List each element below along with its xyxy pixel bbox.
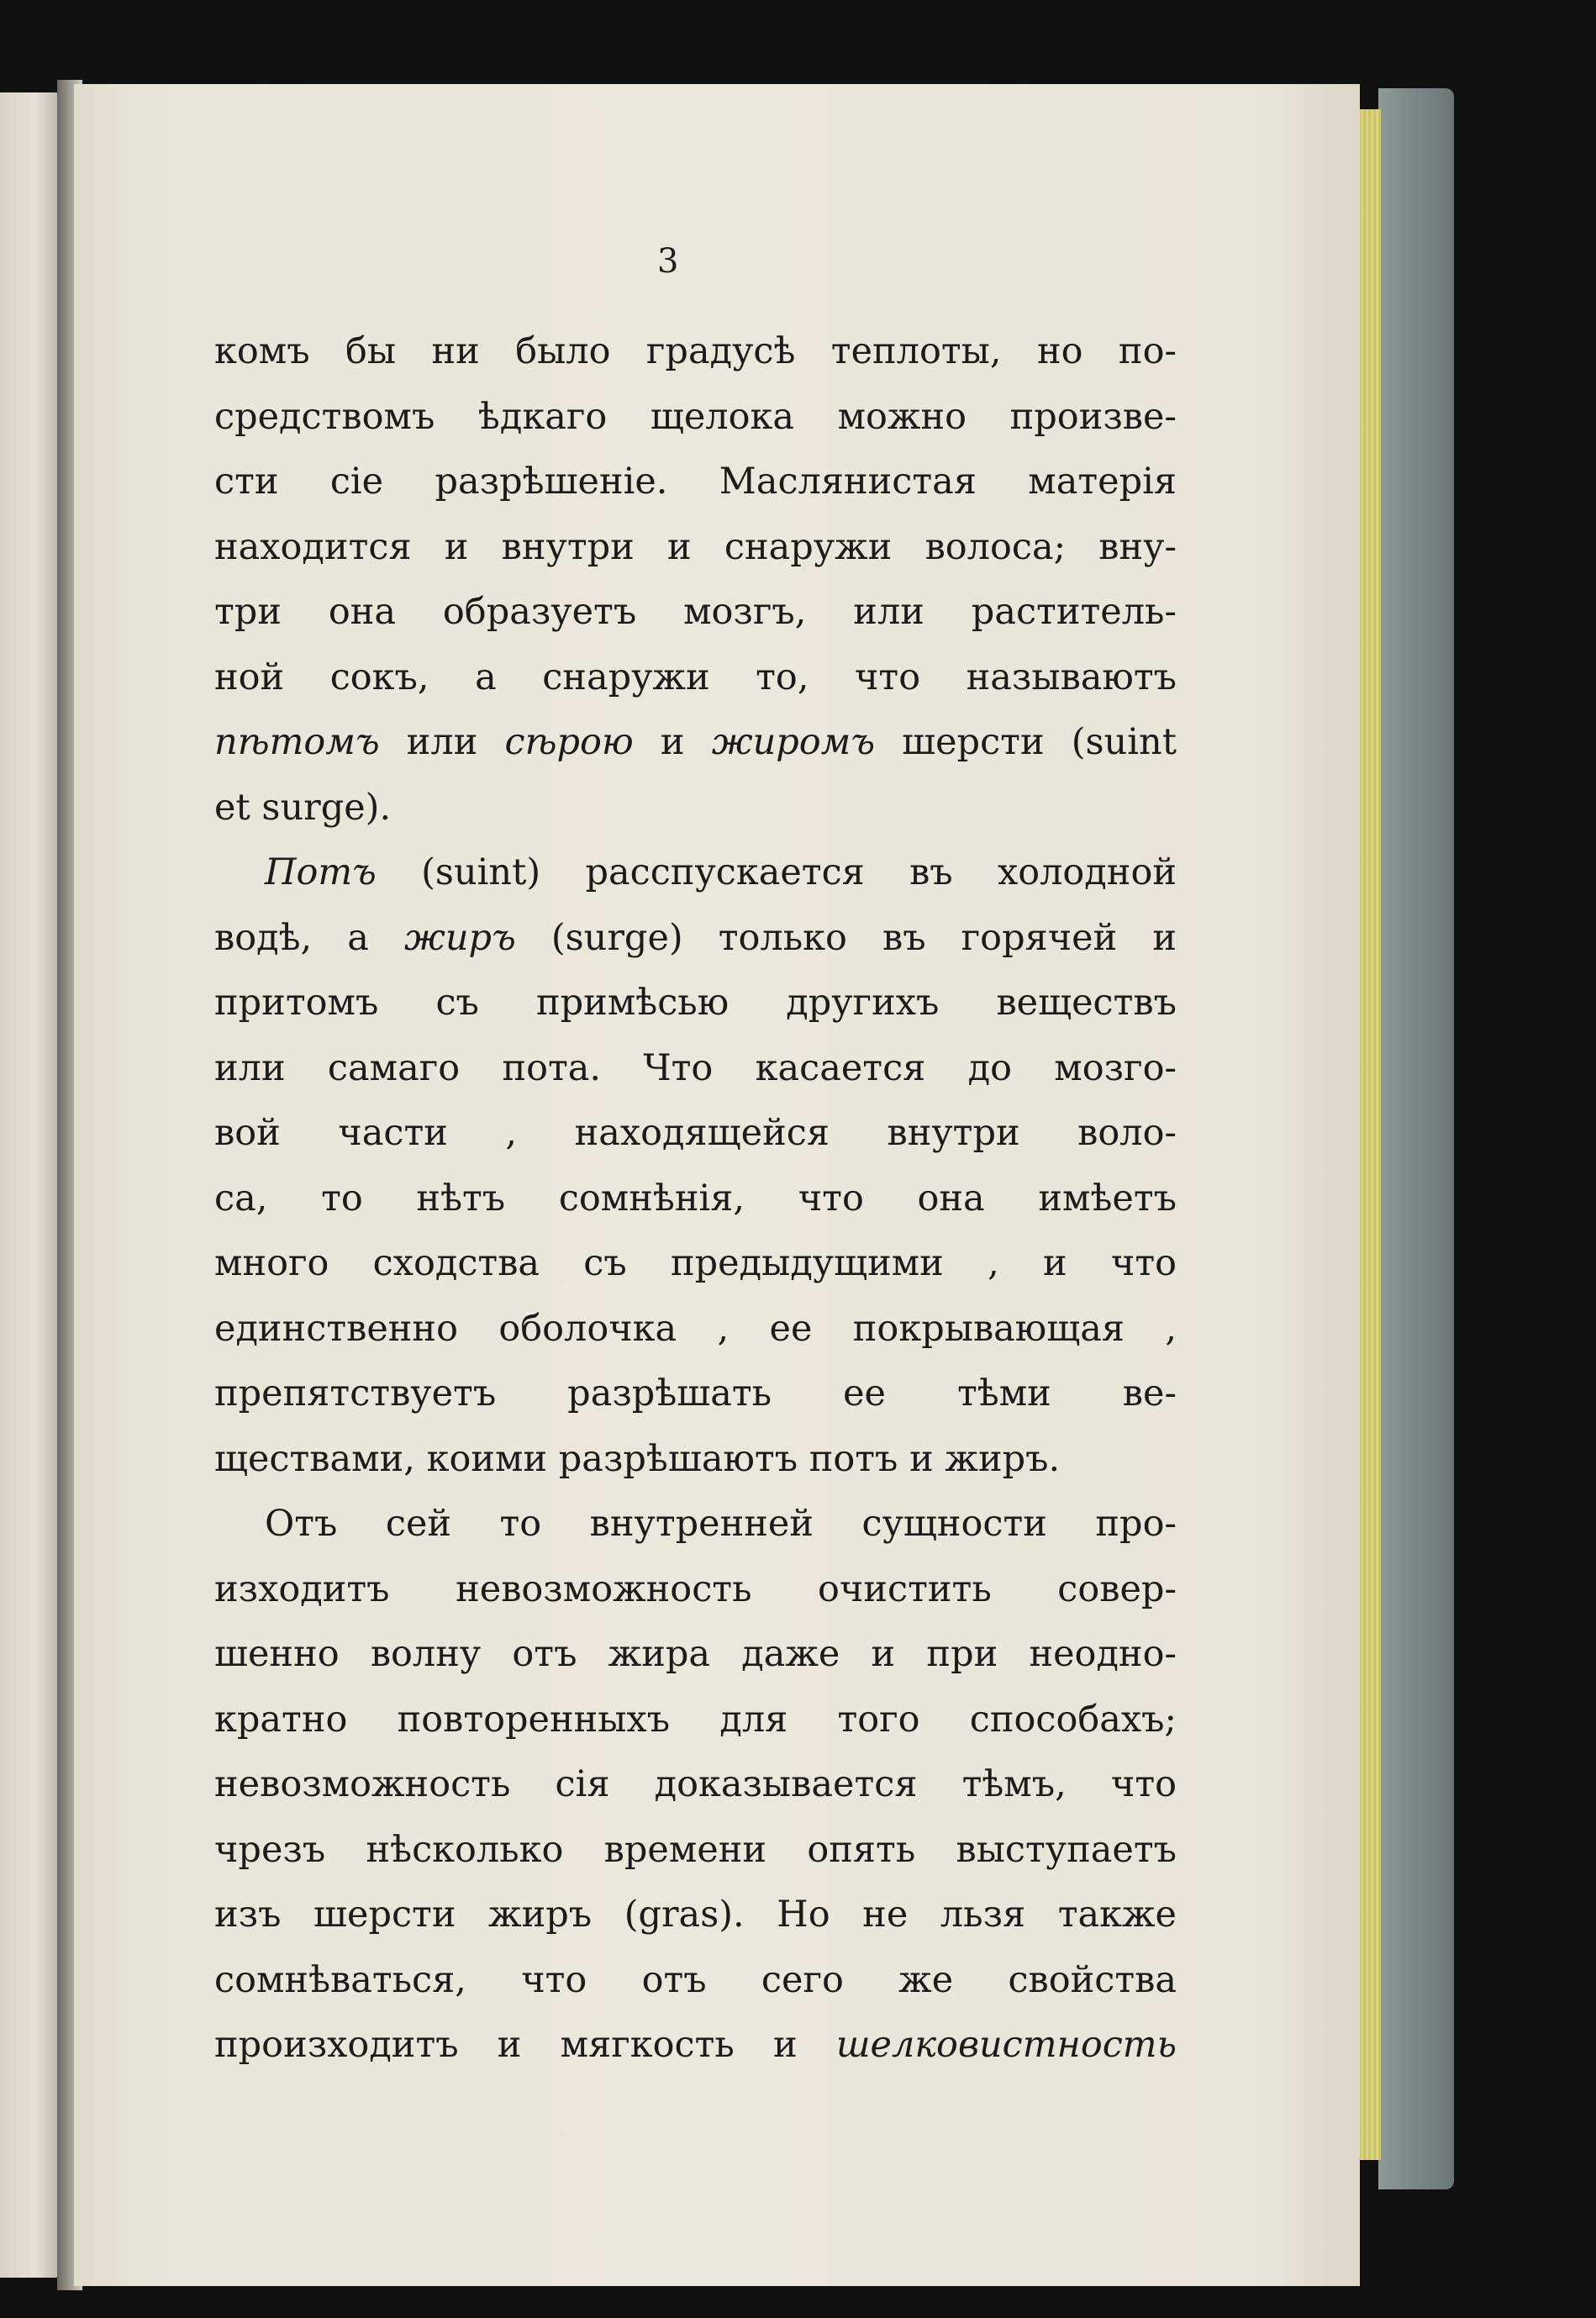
text-line [214, 971, 1177, 1036]
text-line [214, 319, 1177, 385]
text-segment: ной сокъ, а снаружи то, что называютъ [214, 656, 1177, 698]
text-line [214, 1101, 1177, 1167]
text-line [214, 385, 1177, 450]
italic-term: жиромъ [711, 721, 875, 763]
text-segment: комъ бы ни было градусѣ теплоты, но по- [214, 330, 1177, 372]
text-segment: много сходства съ предыдущими , и что [214, 1242, 1177, 1284]
text-segment: сти сіе разрѣшеніе. Маслянистая матерія [214, 461, 1177, 503]
text-segment: находится и внутри и снаружи волоса; вну- [214, 525, 1177, 568]
text-segment: вой части , находящейся внутри воло- [214, 1112, 1177, 1154]
text-line [214, 580, 1177, 645]
text-segment: шерсти (suint [875, 721, 1177, 763]
text-segment: (surge) только въ горячей и [515, 916, 1177, 959]
text-segment: (suint) расспускается въ холодной [376, 851, 1177, 893]
text-line [214, 906, 1177, 972]
italic-term: Потъ [265, 851, 377, 893]
text-segment: невозможность сія доказывается тѣмъ, что [214, 1763, 1177, 1805]
text-line [214, 450, 1177, 515]
text-line [214, 645, 1177, 711]
text-line [214, 1362, 1177, 1427]
text-line [214, 1297, 1177, 1362]
text-line [214, 1622, 1177, 1688]
text-segment: и [633, 721, 712, 763]
italic-term: жиръ [403, 916, 516, 959]
text-segment: или самаго пота. Что касается до мозго- [214, 1046, 1177, 1089]
text-line [214, 1231, 1177, 1297]
text-segment: ществами, коими разрѣшаютъ потъ и жиръ. [214, 1437, 1061, 1480]
text-segment: три она образуетъ мозгъ, или раститель- [214, 591, 1177, 633]
text-line [214, 710, 1177, 776]
text-line [214, 1167, 1177, 1232]
text-line [214, 1557, 1177, 1623]
text-line [214, 1036, 1177, 1102]
text-segment: изъ шерсти жиръ (gras). Но не льзя также [214, 1894, 1177, 1936]
text-segment: произходитъ и мягкость и [214, 2024, 836, 2066]
left-page-edge [0, 92, 59, 2278]
text-segment: са, то нѣтъ сомнѣнія, что она имѣетъ [214, 1177, 1177, 1220]
text-segment: единственно оболочка , ее покрывающая , [214, 1307, 1177, 1350]
page-text [214, 319, 1177, 2078]
italic-term: шелковистность [835, 2024, 1177, 2066]
text-segment: средствомъ ѣдкаго щелока можно произве- [214, 395, 1177, 438]
text-segment: чрезъ нѣсколько времени опять выступаетъ [214, 1828, 1177, 1871]
book-cover [1378, 88, 1454, 2189]
text-segment: или [379, 721, 505, 763]
text-segment: шенно волну отъ жира даже и при неодно- [214, 1633, 1177, 1675]
text-segment: изходитъ невозможность очистить совер- [214, 1567, 1177, 1610]
text-segment: сомнѣваться, что отъ сего же свойства [214, 1958, 1177, 2001]
text-line [214, 515, 1177, 581]
text-segment: препятствуетъ разрѣшать ее тѣми ве- [214, 1372, 1177, 1415]
text-line [214, 2013, 1177, 2078]
text-line [214, 1492, 1177, 1557]
text-segment: кратно повторенныхъ для того способахъ; [214, 1698, 1177, 1741]
text-segment: притомъ съ примѣсью другихъ веществъ [214, 982, 1177, 1024]
text-segment: Отъ сей то внутренней сущности про- [265, 1503, 1177, 1545]
text-segment: водѣ, а [214, 916, 404, 959]
text-line [214, 1427, 1177, 1493]
text-line [214, 776, 1177, 841]
text-line [214, 840, 1177, 906]
italic-term: сѣрою [504, 721, 634, 763]
text-line [214, 1688, 1177, 1753]
text-line [214, 1883, 1177, 1948]
text-line [214, 1818, 1177, 1883]
italic-term: пѣтомъ [214, 721, 380, 763]
page-number: 3 [657, 242, 679, 281]
text-line [214, 1948, 1177, 2014]
page-edges [1357, 109, 1381, 2160]
text-line [214, 1752, 1177, 1818]
text-segment: et surge). [214, 786, 392, 829]
